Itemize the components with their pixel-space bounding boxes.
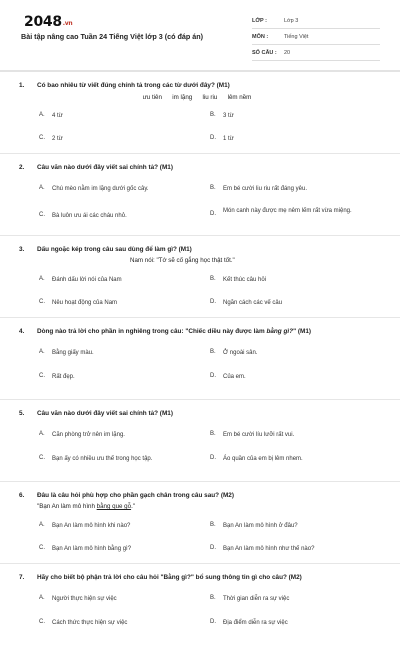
option-text: Áo quần của em bị lêm nhem. [223,456,303,462]
option-d[interactable] [210,619,375,628]
option-d[interactable] [210,455,375,464]
option-b[interactable] [210,349,375,358]
question-text [19,574,302,581]
question-number: 2. [19,164,25,171]
option-b[interactable] [210,522,375,531]
option-c[interactable] [39,619,199,628]
meta-value-count: 20 [284,49,291,56]
option-text: Thời gian diễn ra sự việc [223,596,290,602]
option-c[interactable] [39,212,199,221]
option-text: Đánh dấu lời nói của Nam [52,277,122,283]
option-letter: C. [39,212,45,218]
option-text: 4 từ [52,113,63,119]
option-letter: B. [210,431,216,437]
option-text: Người thực hiện sự việc [52,596,117,602]
question-prompt: Có bao nhiêu từ viết đúng chính tả trong các từ dưới đây? (M1) [37,82,230,89]
option-a[interactable] [39,185,199,194]
option-letter: A. [39,431,45,437]
question-number: 5. [19,410,25,417]
option-d[interactable] [210,373,375,382]
question-text [19,82,230,89]
question-quote [37,503,135,510]
option-letter: B. [210,276,216,282]
question-number: 3. [19,246,25,253]
quote-end: ." [131,503,135,510]
option-letter: A. [39,349,45,355]
option-letter: B. [210,349,216,355]
question-6 [0,482,400,564]
meta-label-subject: MÔN : [252,33,269,40]
option-letter: C. [39,373,45,379]
option-b[interactable] [210,276,375,285]
option-letter: B. [210,112,216,118]
question-4 [0,318,400,400]
option-letter: C. [39,545,45,551]
question-number: 6. [19,492,25,499]
document-title: Bài tập nâng cao Tuần 24 Tiếng Việt lớp 3 (có đáp án) [21,32,204,41]
option-text: Chú mèo nằm im lặng dưới gốc cây. [52,186,149,192]
option-d[interactable] [210,545,375,554]
question-text [19,164,173,171]
option-letter: D. [210,545,216,551]
question-prompt: Đâu là câu hỏi phù hợp cho phần gạch chân trong câu sau? (M2) [37,492,234,499]
option-letter: C. [39,619,45,625]
underlined-phrase: bằng que gỗ [96,503,132,510]
option-text: Địa điểm diễn ra sự việc [223,620,288,626]
option-c[interactable] [39,299,199,308]
question-quote: Nam nói: "Tớ sẽ cố gắng học thật tốt." [130,257,235,264]
question-7 [0,564,400,646]
question-5 [0,400,400,482]
meta-value-grade: Lớp 3 [284,17,299,24]
option-letter: A. [39,522,45,528]
question-text [19,328,311,335]
option-letter: D. [210,373,216,379]
option-a[interactable] [39,595,199,604]
option-text: Bằng giấy màu. [52,350,94,356]
option-letter: A. [39,112,45,118]
option-b[interactable] [210,595,375,604]
option-text: Rất đẹp. [52,374,75,380]
option-text: Ngăn cách các vế câu [223,300,283,306]
option-letter: C. [39,135,45,141]
question-2 [0,154,400,236]
option-text: 1 từ [223,136,234,142]
option-text: 2 từ [52,136,63,142]
option-c[interactable] [39,455,199,464]
meta-row-count [252,45,380,61]
option-letter: C. [39,299,45,305]
option-letter: B. [210,185,216,191]
option-text: 3 từ [223,113,234,119]
meta-value-subject: Tiếng Việt [284,33,309,40]
question-prompt: Hãy cho biết bộ phận trả lời cho câu hỏi "Bằng gì?" bổ sung thông tin gì cho câu? (M2) [37,574,302,581]
option-letter: D. [210,135,216,141]
option-a[interactable] [39,349,199,358]
option-b[interactable] [210,185,375,194]
option-b[interactable] [210,112,375,121]
option-c[interactable] [39,373,199,382]
option-text: Nêu hoạt động của Nam [52,300,118,306]
option-letter: D. [210,455,216,461]
option-c[interactable] [39,545,199,554]
question-number: 1. [19,82,25,89]
option-text: Căn phòng trở nên im lặng. [52,432,125,438]
question-prompt: Câu văn nào dưới đây viết sai chính tả? (M1) [37,410,173,417]
option-text: Món canh này được mẹ nêm lếm rất vừa miệng. [223,208,352,214]
question-text [19,410,173,417]
logo-main: 2048 [24,14,62,30]
option-letter: A. [39,595,45,601]
option-c[interactable] [39,135,199,144]
question-prompt-end: " (M1) [293,328,312,335]
option-a[interactable] [39,431,199,440]
option-text: Em bé cười liu riu rất đáng yêu. [223,186,307,192]
option-text: Của em. [223,374,246,380]
quote-start: "Bạn An làm mô hình [37,503,97,510]
option-text: Kết thúc câu hỏi [223,277,267,283]
option-d[interactable] [210,207,370,217]
option-letter: B. [210,522,216,528]
option-text: Bạn ấy có nhiều ưu thế trong học tập. [52,456,153,462]
logo-suffix: .vn [62,20,73,27]
option-letter: B. [210,595,216,601]
option-text: Bạn An làm mô hình khi nào? [52,523,131,529]
question-prompt: Câu văn nào dưới đây viết sai chính tả? (M1) [37,164,173,171]
question-text [19,492,234,499]
question-number: 7. [19,574,25,581]
site-logo[interactable] [24,14,72,30]
option-letter: D. [210,619,216,625]
option-letter: D. [210,211,216,217]
option-text: Bạn An làm mô hình bằng gì? [52,546,132,552]
option-d[interactable] [210,135,375,144]
question-prompt: Dấu ngoặc kép trong câu sau dùng để làm gì? (M1) [37,246,192,253]
question-3 [0,236,400,318]
meta-label-count: SỐ CÂU : [252,49,277,56]
option-text: Bạn An làm mô hình như thế nào? [223,546,315,552]
option-text: Bạn An làm mô hình ở đâu? [223,523,298,529]
question-word-list: ưu tiên im lặng liu riu lêm nềm [142,94,252,101]
option-letter: A. [39,185,45,191]
meta-row-grade [252,13,380,29]
option-letter: A. [39,276,45,282]
option-a[interactable] [39,276,199,285]
option-a[interactable] [39,112,199,121]
option-text: Bà luôn ưu ái các cháu nhỏ. [52,213,127,219]
question-prompt: Dòng nào trả lời cho phần in nghiêng trong câu: "Chiếc diều này được làm [37,328,267,335]
meta-row-subject [252,29,380,45]
option-text: Ở ngoài sân. [223,350,258,356]
question-number: 4. [19,328,25,335]
italic-phrase: bằng gì? [266,328,294,335]
question-1 [0,72,400,154]
meta-table [252,13,380,61]
question-text [19,246,192,253]
option-letter: D. [210,299,216,305]
option-text: Cách thức thực hiện sự việc [52,620,128,626]
option-letter: C. [39,455,45,461]
option-a[interactable] [39,522,199,531]
question-list [0,72,400,646]
option-b[interactable] [210,431,375,440]
option-text: Em bé cười líu lưỡi rất vui. [223,432,295,438]
option-d[interactable] [210,299,375,308]
page-header [0,0,400,68]
meta-label-grade: LỚP : [252,17,267,24]
